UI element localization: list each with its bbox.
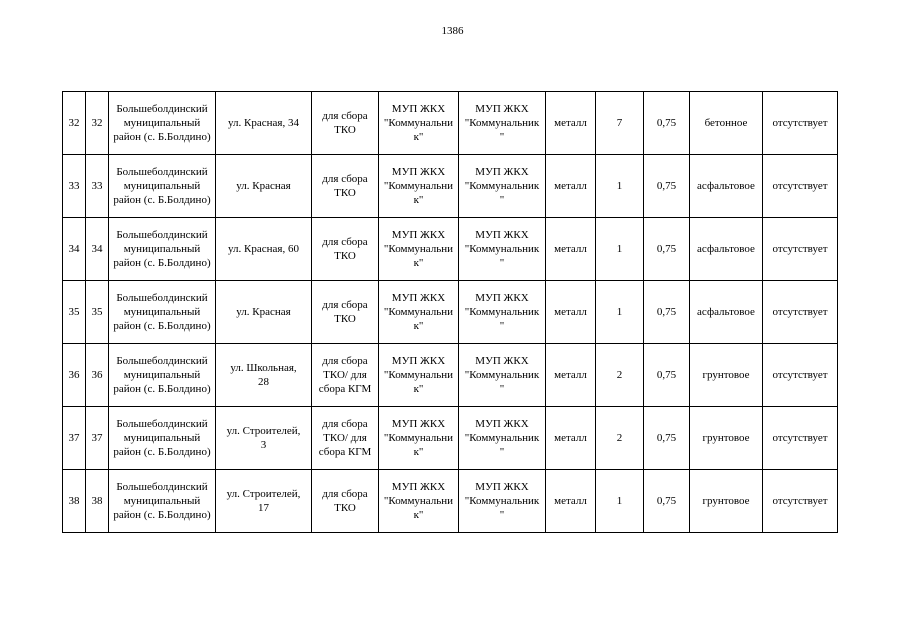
- cell-operator: МУП ЖКХ "Коммунальни к": [379, 281, 459, 344]
- cell-volume: 0,75: [644, 218, 690, 281]
- cell-district: Большеболдинский муниципальный район (с. Б.Болдино): [109, 344, 216, 407]
- cell-purpose: для сбора ТКО: [312, 155, 379, 218]
- cell-container-count: 2: [596, 407, 644, 470]
- cell-container-count: 1: [596, 155, 644, 218]
- cell-site-id: 35: [86, 281, 109, 344]
- cell-container-count: 2: [596, 344, 644, 407]
- cell-site-id: 33: [86, 155, 109, 218]
- cell-address: ул. Красная, 60: [216, 218, 312, 281]
- cell-owner: МУП ЖКХ "Коммунальник ": [459, 155, 546, 218]
- cell-row-number: 36: [63, 344, 86, 407]
- cell-address: ул. Строителей, 3: [216, 407, 312, 470]
- cell-address: ул. Школьная, 28: [216, 344, 312, 407]
- cell-row-number: 38: [63, 470, 86, 533]
- cell-operator: МУП ЖКХ "Коммунальни к": [379, 155, 459, 218]
- cell-operator: МУП ЖКХ "Коммунальни к": [379, 344, 459, 407]
- cell-surface: асфальтовое: [690, 281, 763, 344]
- waste-sites-table: [62, 91, 838, 533]
- cell-owner: МУП ЖКХ "Коммунальник ": [459, 281, 546, 344]
- cell-purpose: для сбора ТКО: [312, 281, 379, 344]
- cell-container-count: 1: [596, 281, 644, 344]
- cell-surface: асфальтовое: [690, 155, 763, 218]
- cell-fence: отсутствует: [763, 407, 838, 470]
- cell-operator: МУП ЖКХ "Коммунальни к": [379, 218, 459, 281]
- cell-container-count: 7: [596, 92, 644, 155]
- cell-volume: 0,75: [644, 92, 690, 155]
- cell-volume: 0,75: [644, 281, 690, 344]
- cell-material: металл: [546, 92, 596, 155]
- cell-owner: МУП ЖКХ "Коммунальник ": [459, 344, 546, 407]
- cell-district: Большеболдинский муниципальный район (с. Б.Болдино): [109, 155, 216, 218]
- cell-site-id: 36: [86, 344, 109, 407]
- table-row: [63, 344, 838, 407]
- cell-fence: отсутствует: [763, 281, 838, 344]
- cell-container-count: 1: [596, 218, 644, 281]
- cell-material: металл: [546, 344, 596, 407]
- cell-address: ул. Красная: [216, 155, 312, 218]
- cell-operator: МУП ЖКХ "Коммунальни к": [379, 470, 459, 533]
- cell-site-id: 38: [86, 470, 109, 533]
- table-row: [63, 281, 838, 344]
- table-row: [63, 155, 838, 218]
- cell-site-id: 34: [86, 218, 109, 281]
- cell-purpose: для сбора ТКО: [312, 92, 379, 155]
- cell-surface: бетонное: [690, 92, 763, 155]
- cell-site-id: 32: [86, 92, 109, 155]
- cell-fence: отсутствует: [763, 470, 838, 533]
- cell-address: ул. Красная: [216, 281, 312, 344]
- cell-volume: 0,75: [644, 344, 690, 407]
- cell-fence: отсутствует: [763, 92, 838, 155]
- cell-purpose: для сбора ТКО/ для сбора КГМ: [312, 344, 379, 407]
- cell-surface: грунтовое: [690, 344, 763, 407]
- cell-operator: МУП ЖКХ "Коммунальни к": [379, 92, 459, 155]
- cell-site-id: 37: [86, 407, 109, 470]
- table-row: [63, 407, 838, 470]
- cell-row-number: 33: [63, 155, 86, 218]
- table-row: [63, 218, 838, 281]
- cell-material: металл: [546, 470, 596, 533]
- cell-row-number: 35: [63, 281, 86, 344]
- cell-volume: 0,75: [644, 155, 690, 218]
- table-row: [63, 470, 838, 533]
- cell-fence: отсутствует: [763, 218, 838, 281]
- cell-owner: МУП ЖКХ "Коммунальник ": [459, 218, 546, 281]
- table-row: [63, 92, 838, 155]
- cell-district: Большеболдинский муниципальный район (с. Б.Болдино): [109, 92, 216, 155]
- cell-row-number: 34: [63, 218, 86, 281]
- cell-operator: МУП ЖКХ "Коммунальни к": [379, 407, 459, 470]
- cell-fence: отсутствует: [763, 344, 838, 407]
- cell-surface: грунтовое: [690, 470, 763, 533]
- cell-container-count: 1: [596, 470, 644, 533]
- cell-volume: 0,75: [644, 470, 690, 533]
- cell-district: Большеболдинский муниципальный район (с. Б.Болдино): [109, 470, 216, 533]
- cell-material: металл: [546, 407, 596, 470]
- cell-owner: МУП ЖКХ "Коммунальник ": [459, 470, 546, 533]
- cell-volume: 0,75: [644, 407, 690, 470]
- cell-owner: МУП ЖКХ "Коммунальник ": [459, 407, 546, 470]
- cell-surface: грунтовое: [690, 407, 763, 470]
- cell-district: Большеболдинский муниципальный район (с. Б.Болдино): [109, 281, 216, 344]
- cell-material: металл: [546, 281, 596, 344]
- cell-fence: отсутствует: [763, 155, 838, 218]
- cell-purpose: для сбора ТКО/ для сбора КГМ: [312, 407, 379, 470]
- cell-row-number: 37: [63, 407, 86, 470]
- cell-material: металл: [546, 218, 596, 281]
- cell-surface: асфальтовое: [690, 218, 763, 281]
- cell-purpose: для сбора ТКО: [312, 470, 379, 533]
- cell-purpose: для сбора ТКО: [312, 218, 379, 281]
- cell-address: ул. Строителей, 17: [216, 470, 312, 533]
- cell-address: ул. Красная, 34: [216, 92, 312, 155]
- cell-district: Большеболдинский муниципальный район (с. Б.Болдино): [109, 218, 216, 281]
- page-number: 1386: [441, 25, 464, 37]
- cell-row-number: 32: [63, 92, 86, 155]
- cell-material: металл: [546, 155, 596, 218]
- cell-district: Большеболдинский муниципальный район (с. Б.Болдино): [109, 407, 216, 470]
- cell-owner: МУП ЖКХ "Коммунальник ": [459, 92, 546, 155]
